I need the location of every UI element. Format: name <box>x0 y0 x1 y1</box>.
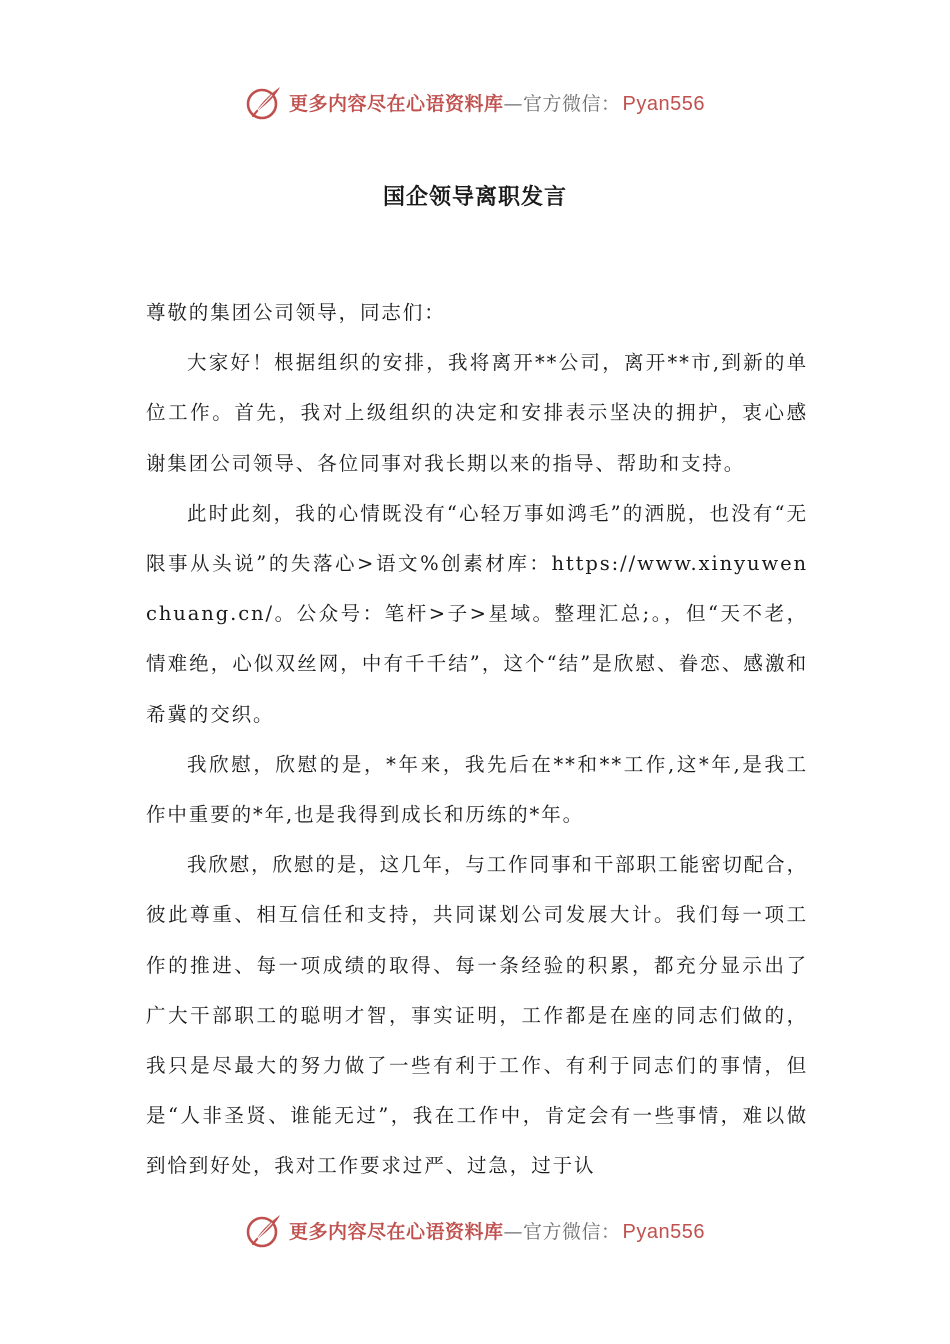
paragraph: 我欣慰，欣慰的是，这几年，与工作同事和干部职工能密切配合，彼此尊重、相互信任和支持，共同谋划公司发展大计。我们每一项工作的推进、每一项成绩的取得、每一条经验的积累，都充分显示出了广大干部职工的聪明才智，事实证明，工作都是在座的同志们做的，我只是尽最大的努力做了一些有利于工作、有利于同志们的事情，但是“人非圣贤、谁能无过”，我在工作中，肯定会有一些事情，难以做到恰到好处，我对工作要求过严、过急，过于认 <box>146 853 808 1178</box>
banner-separator: — <box>503 1220 524 1243</box>
quill-logo-icon <box>245 1211 283 1249</box>
banner-text <box>289 1217 705 1244</box>
banner-separator: — <box>503 92 524 115</box>
document-body <box>146 288 808 1192</box>
paragraph: 大家好！根据组织的安排，我将离开**公司，离开**市,到新的单位工作。首先，我对上级组织的决定和安排表示坚决的拥护，衷心感谢集团公司领导、各位同事对我长期以来的指导、帮助和支持。 <box>146 351 808 475</box>
banner-text <box>289 89 705 116</box>
paragraph: 我欣慰，欣慰的是，*年来，我先后在**和**工作,这*年,是我工作中重要的*年,也是我得到成长和历练的*年。 <box>146 752 808 827</box>
banner-wechat-label: 官方微信： <box>523 92 621 115</box>
banner-main-text: 更多内容尽在心语资料库 <box>289 92 504 115</box>
banner-wechat-id: Pyan556 <box>622 92 705 115</box>
document-title: 国企领导离职发言 <box>382 184 567 210</box>
banner-wechat-id: Pyan556 <box>622 1220 705 1243</box>
banner-main-text: 更多内容尽在心语资料库 <box>289 1220 504 1243</box>
footer-banner <box>0 1208 950 1252</box>
banner-wechat-label: 官方微信： <box>523 1220 621 1243</box>
paragraph: 此时此刻，我的心情既没有“心轻万事如鸿毛”的洒脱，也没有“无限事从头说”的失落心>语文%创素材库：https://www.xinyuwenchuang.cn/。公众号：笔杆>子>星域。整理汇总;。，但“天不老，情难绝，心似双丝网，中有千千结”，这个“结”是欣慰、眷恋、感激和希冀的交织。 <box>146 501 808 726</box>
header-banner <box>0 80 950 124</box>
quill-logo-icon <box>245 83 283 121</box>
salutation: 尊敬的集团公司领导，同志们： <box>146 301 446 324</box>
